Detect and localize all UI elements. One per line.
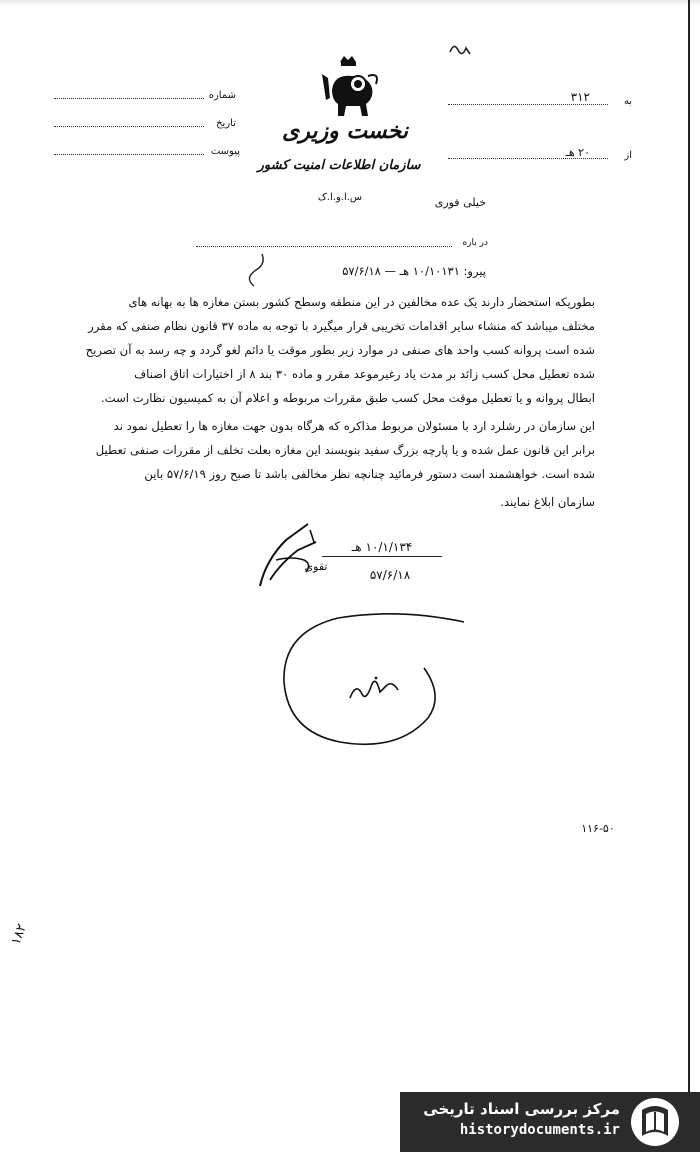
scan-edge-top xyxy=(0,0,700,6)
regarding-label: در باره xyxy=(462,238,488,248)
handwritten-mark-top xyxy=(448,38,472,62)
from-label: از xyxy=(624,150,632,161)
body-line: سازمان ابلاغ نمایند. xyxy=(500,495,595,509)
body-line: شده تعطیل محل کسب زائد بر مدت یاد رغیرموعد مقرر و ماده ۳۰ بند ۸ از اختیارات اتاق اصناف xyxy=(134,367,595,381)
to-field-line xyxy=(448,104,608,105)
from-value: ۲۰ هـ xyxy=(565,146,590,159)
margin-note: ۱۸۲ xyxy=(8,922,30,947)
page-number: ۱۱۶-۵۰ xyxy=(581,822,615,835)
attachment-field-line xyxy=(54,154,204,155)
org-code: س.ا.و.ا.ک xyxy=(317,192,363,203)
followup-reference: پیرو: ۱۰/۱۰۱۳۱ هـ — ۵۷/۶/۱۸ xyxy=(342,264,486,278)
body-line: بطوریکه استحضار دارند یک عده مخالفین در این منطقه وسطح کشور بستن مغازه ها به بهانه های xyxy=(128,295,595,309)
body-line: برابر این قانون عمل شده و یا پارچه بزرگ سفید بنویسند این مغازه بعلت تخلف از مقررات صنفی تعطیل xyxy=(95,443,595,457)
followup-handwritten-mark xyxy=(236,252,270,292)
footer-org-name: مرکز بررسی اسناد تاریخی xyxy=(423,1100,620,1118)
organization-title: سازمان اطلاعات امنیت کشور xyxy=(257,158,421,173)
number-label: شماره xyxy=(208,90,236,101)
attachment-label: پیوست xyxy=(210,146,240,157)
footer-watermark-band xyxy=(400,1092,700,1152)
regarding-field-line xyxy=(196,246,452,247)
archive-logo-icon xyxy=(628,1096,682,1152)
to-value: ۳۱۲ xyxy=(570,90,590,104)
handwritten-signature-icon xyxy=(246,520,326,594)
urgency-label: خیلی فوری xyxy=(434,196,486,209)
to-label: به xyxy=(623,96,632,107)
signature-name: تقوی xyxy=(304,560,328,573)
handwritten-initials-icon xyxy=(346,672,402,710)
scan-edge-right xyxy=(688,0,690,1152)
body-line: ابطال پروانه و یا تعطیل موقت محل کسب طبق مقررات مربوطه و اعلام آن به کمیسیون نظارت است. xyxy=(101,391,595,405)
number-field-line xyxy=(54,98,204,99)
body-line: شده است. خواهشمند است دستور فرمائید چنانچه نظر مخالفی باشد تا صبح روز ۵۷/۶/۱۹ باین xyxy=(144,467,595,481)
body-line: مختلف میباشد که منشاء سایر اقدامات تخریبی قرار میگیرد با توجه به ماده ۳۷ قانون نظام صنفی که مقرر xyxy=(88,319,595,333)
date-label: تاریخ xyxy=(216,118,236,129)
signature-ref-number: ۱۰/۱/۱۳۴ هـ xyxy=(322,540,442,557)
ministry-title: نخست وزیری xyxy=(282,118,408,144)
body-line: این سازمان در رشلرد ارد با مسئولان مربوط مذاکره که هرگاه بدون جهت مغازه ها را تعطیل نمود ند xyxy=(113,419,595,433)
body-line: شده است پروانه کسب واحد های صنفی در موارد زیر بطور موقت یا دائم لغو گردد و چه رسد به آن تصریح xyxy=(85,343,595,357)
lion-sun-emblem-icon xyxy=(312,54,384,128)
footer-website: historydocuments.ir xyxy=(459,1122,620,1138)
date-field-line xyxy=(54,126,204,127)
signature-date: ۵۷/۶/۱۸ xyxy=(369,568,411,582)
